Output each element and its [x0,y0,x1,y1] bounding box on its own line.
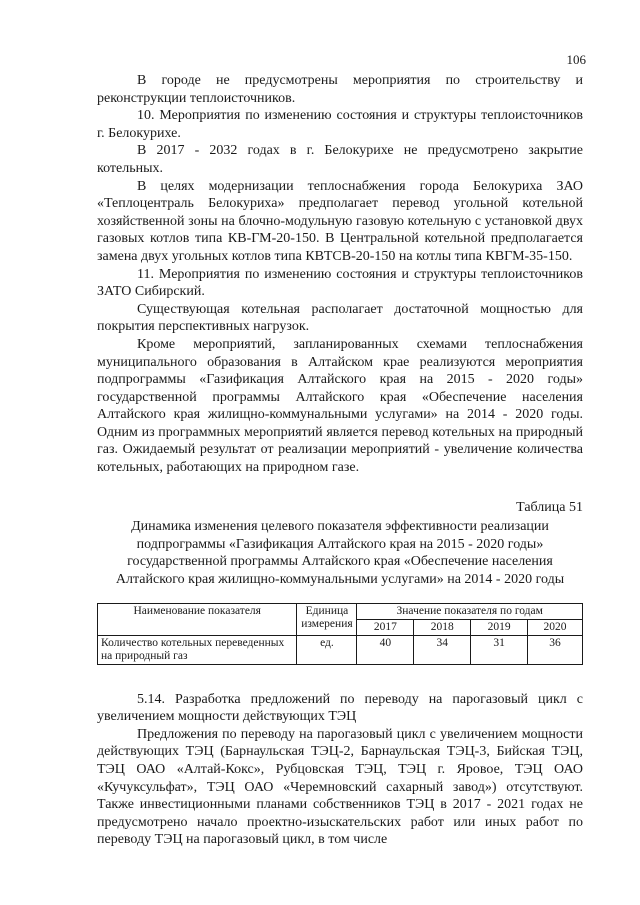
header-name: Наименование показателя [98,603,297,635]
paragraph: Предложения по переводу на парогазовый цикл с увеличением мощности действующих ТЭЦ (Барнаульская ТЭЦ-2, Барнаульская ТЭЦ-3, Бийская ТЭЦ, ТЭЦ ОАО «Алтай-Кокс», Рубцовская ТЭЦ, ТЭЦ г. Яровое, ТЭЦ ОАО «Кучуксульфат», ТЭЦ ОАО «Черемновский сахарный завод») отсутствуют. Также инвестиционными планами собственников ТЭЦ в 2017 - 2021 годах не предусмотрено начало проектно-изыскательских работ или иных работ по переводу ТЭЦ на парогазовый цикл, в том числе [97,726,583,848]
header-unit: Единица измерения [297,603,357,635]
paragraph: Существующая котельная располагает достаточной мощностью для покрытия перспективных нагрузок. [97,301,583,335]
table-title: Динамика изменения целевого показателя эффективности реализации подпрограммы «Газификация Алтайского края на 2015 - 2020 годы» государственной программы Алтайского края «Обеспечение населения Алтайского края жилищно-коммунальными услугами» на 2014 - 2020 годы [115,519,565,588]
row-value: 31 [471,635,528,664]
table-header-row [98,603,583,619]
table-row [98,635,583,664]
table-caption: Таблица 51 [516,499,583,515]
row-value: 36 [528,635,583,664]
paragraph: В 2017 - 2032 годах в г. Белокурихе не предусмотрено закрытие котельных. [97,143,583,176]
page-number: 106 [566,52,586,67]
section-heading: 11. Мероприятия по изменению состояния и структуры теплоисточников ЗАТО Сибирский. [97,266,583,300]
indicator-table [97,603,583,665]
section-heading: 10. Мероприятия по изменению состояния и структуры теплоисточников г. Белокурихе. [97,108,583,141]
section-heading: 5.14. Разработка предложений по переводу на парогазовый цикл с увеличением мощности действующих ТЭЦ [97,691,583,725]
year-header: 2018 [414,619,471,635]
paragraph: В целях модернизации теплоснабжения города Белокуриха ЗАО «Теплоцентраль Белокуриха» предполагает перевод угольной котельной хозяйственной зоны на блочно-модульную газовую котельную с установкой двух газовых котлов типа КВ-ГМ-20-150. В Центральной котельной предполагается замена двух угольных котлов типа КВТСВ-20-150 на котлы типа КВГМ-35-150. [97,178,583,264]
paragraph: В городе не предусмотрены мероприятия по строительству и реконструкции теплоисточников. [97,73,583,106]
year-header: 2020 [528,619,583,635]
row-unit: ед. [297,635,357,664]
paragraph: Кроме мероприятий, запланированных схемами теплоснабжения муниципального образования в Алтайском крае реализуются мероприятия подпрограммы «Газификация Алтайского края на 2015 - 2020 годы» государственной программы Алтайского края «Обеспечение населения Алтайского края жилищно-коммунальными услугами» на 2014 - 2020 годы. Одним из программных мероприятий является перевод котельных на природный газ. Ожидаемый результат от реализации мероприятий - увеличение количества котельных, работающих на природном газе. [97,336,583,476]
row-value: 34 [414,635,471,664]
document-body [97,72,583,849]
row-name: Количество котельных переведенных на природный газ [98,635,297,664]
year-header: 2019 [471,619,528,635]
year-header: 2017 [357,619,414,635]
row-value: 40 [357,635,414,664]
header-values: Значение показателя по годам [357,603,583,619]
